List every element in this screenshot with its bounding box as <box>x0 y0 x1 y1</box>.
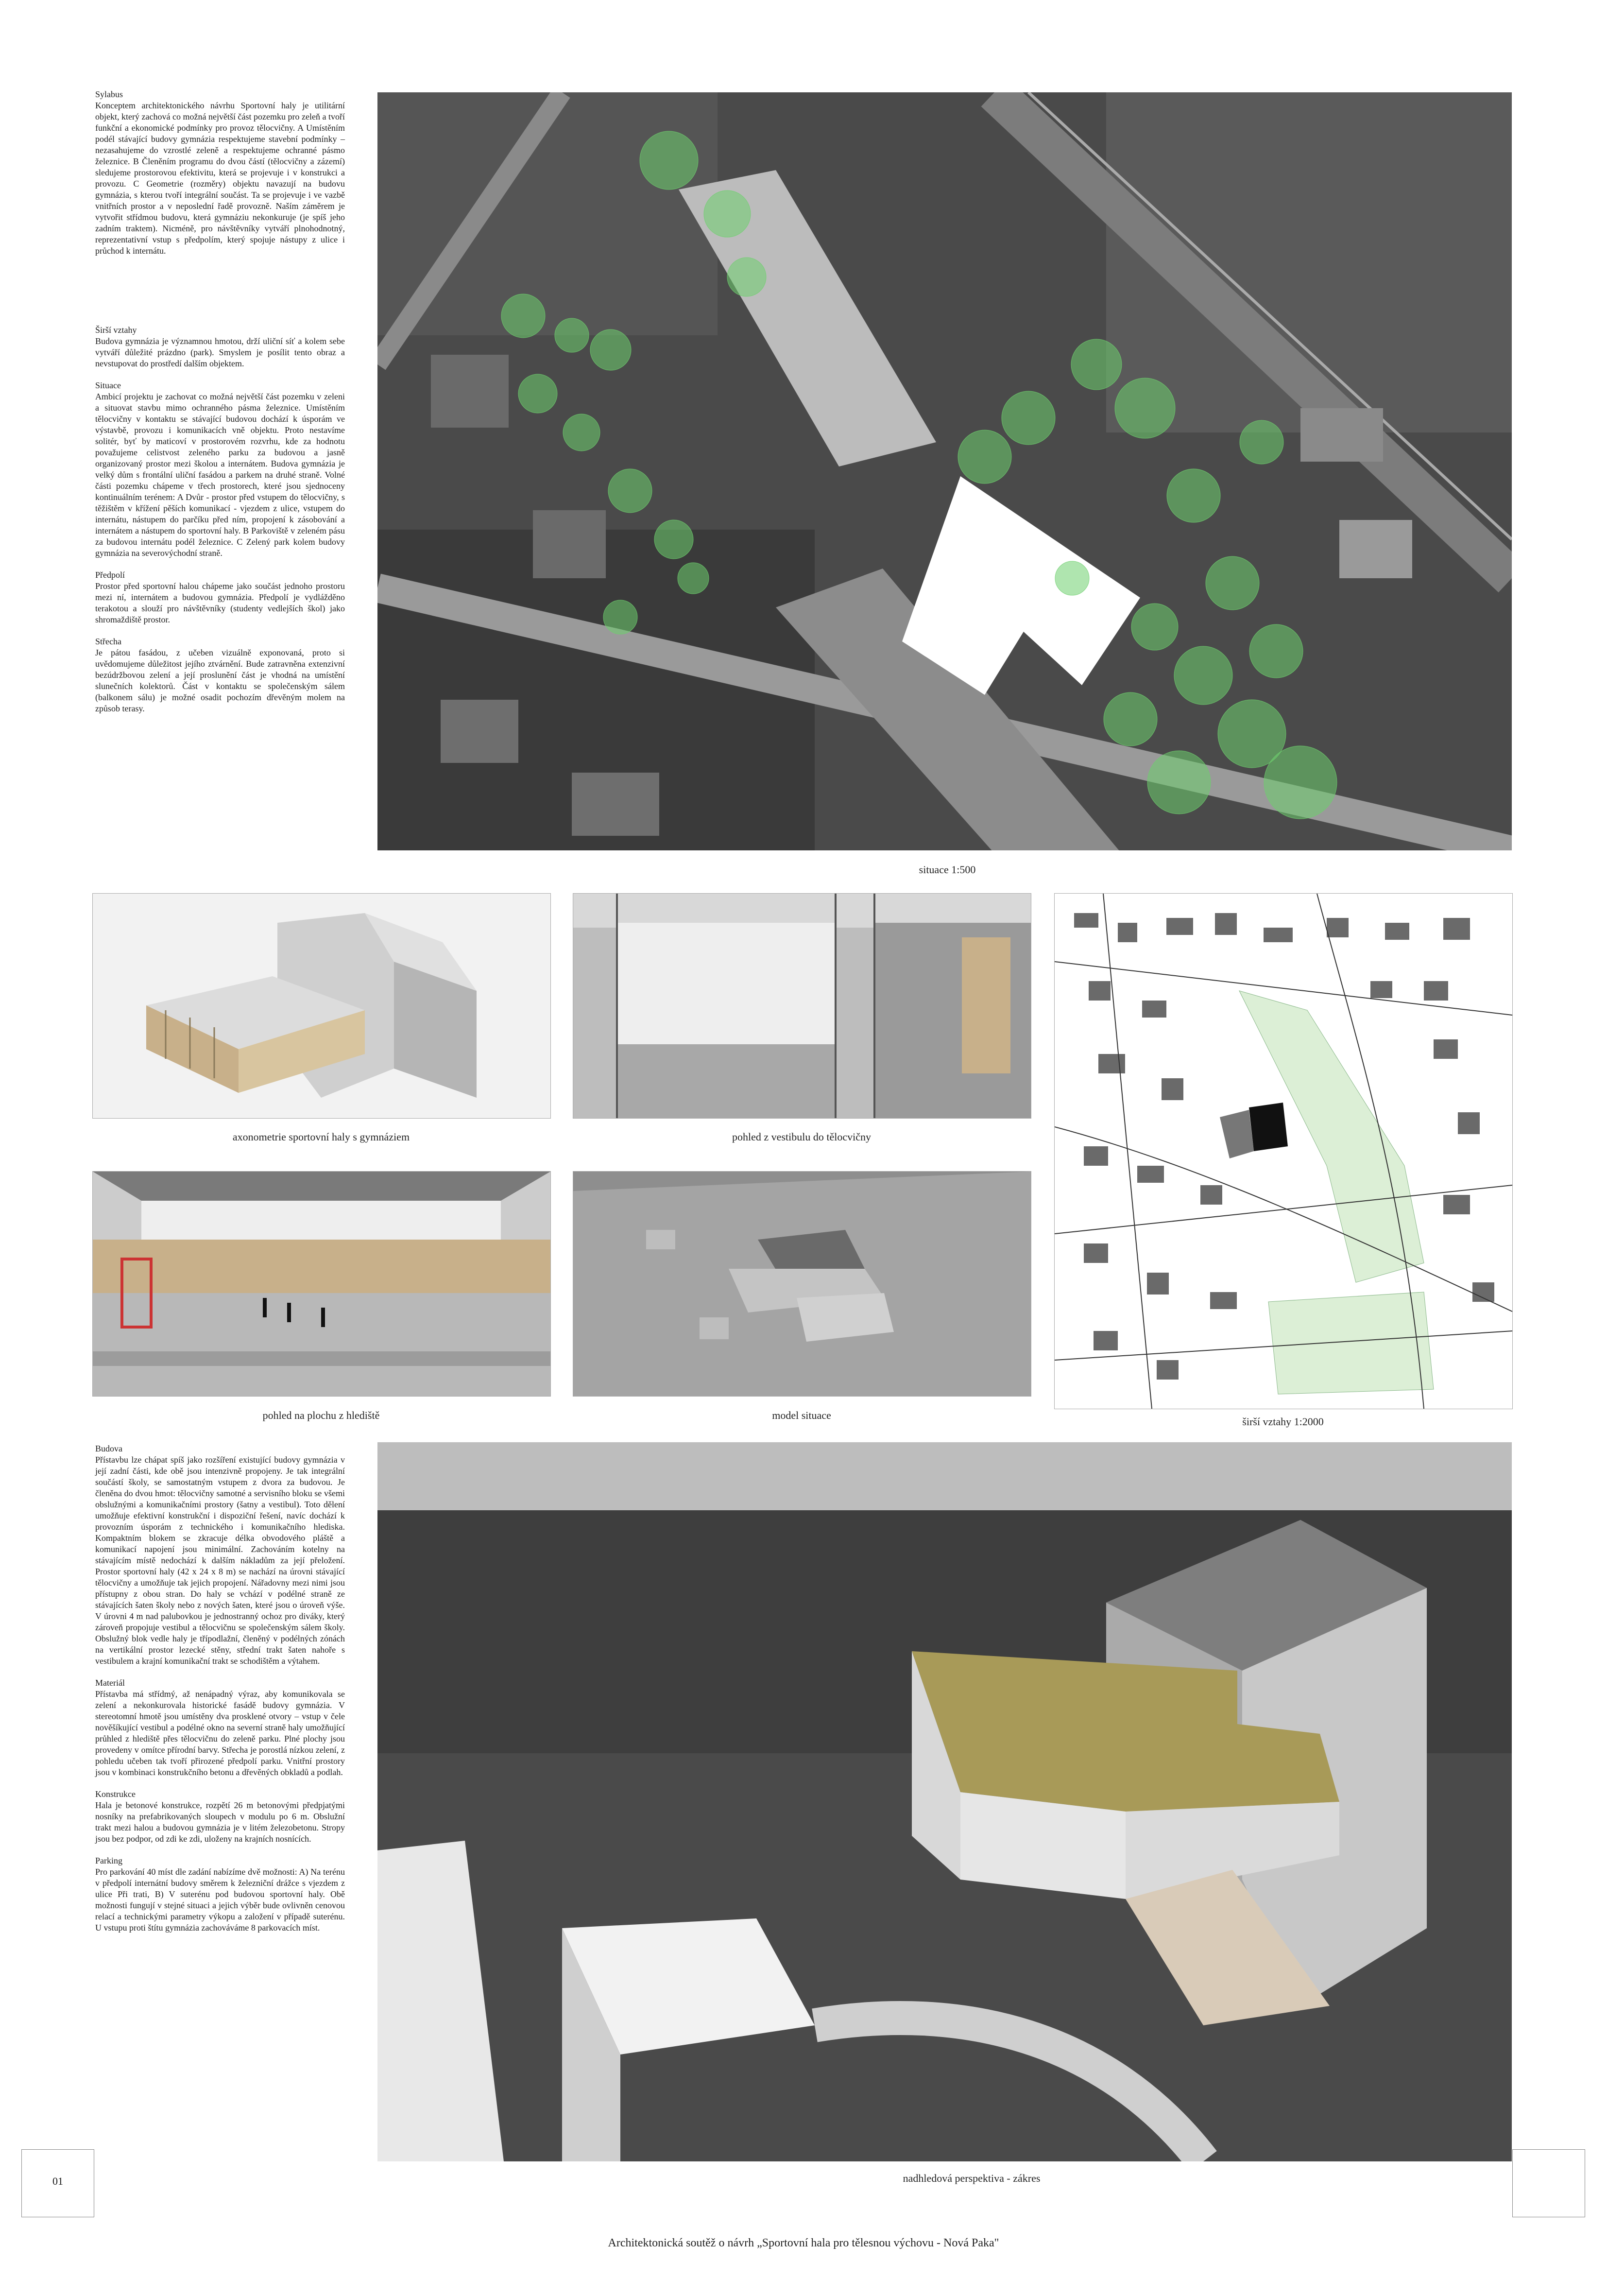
heading-sirsi-vztahy: Širší vztahy <box>95 325 137 335</box>
caption-model: model situace <box>772 1409 831 1421</box>
heading-predpoli: Předpolí <box>95 570 125 580</box>
situation-plan-image <box>377 92 1512 850</box>
heading-parking: Parking <box>95 1856 122 1865</box>
caption-axonometry: axonometrie sportovní haly s gymnáziem <box>232 1131 410 1143</box>
aerial-perspective-image <box>377 1442 1512 2161</box>
paragraph-budova: Přístavbu lze chápat spíš jako rozšíření existující budovy gymnázia v její zadní části, kde obě jsou intenzivně propojeny. Je tak integrální součástí školy, se samostatným vstupem z dvora za budovou. Je členěna do dvou hmot: tělocvičny samotné a servisního bloku se všemi obslužnými a komunikačními prostory (šatny a vestibul). Toto dělení umožňuje efektivní konstrukční i dispoziční řešení, navíc dochází k provozním úsporám z technického i komunikačního hlediska. Kompaktním blokem se zkracuje délka obvodového pláště a komunikací napojení jsou minimální. Zachováním kotelny na stávajícím místě nedochází k dalším nákladům za její přeložení. Prostor sportovní haly (42 x 24 x 8 m) se nachází na úrovni stávající tělocvičny a umožňuje tak jejich propojení. Nářadovny mezi nimi jsou přístupny z obou stran. Do haly se vchází v podélné straně ze stávajících šaten školy nebo z nových šaten, které jsou o úroveň výše. V úrovni 4 m nad palubovkou je jednostranný ochoz pro diváky, který zároveň propojuje vestibul a tělocvičnu se společenským sálem školy. Obslužný blok vedle haly je třípodlažní, členěný v podélných zónách na vertikální prostor lezecké stěny, střední trakt šaten nahoře s vestibulem a krajní komunikační trakt se schodištěm a výtahem. <box>95 1455 345 1666</box>
paragraph-sylabus: Konceptem architektonického návrhu Sportovní haly je utilitární objekt, který zachová co možná největší část pozemku pro zeleň a tvoří funkční a ekonomické podmínky pro provoz tělocvičny. A Umístěním podél stávající budovy gymnázia respektujeme stavební podmínky – nezasahujeme do vzrostlé zeleně a respektujeme ochranné pásmo železnice. B Členěním programu do dvou částí (tělocvičny a zázemí) sledujeme prostorovou efektivitu, která se projevuje i v konstrukci a provozu. C Geometrie (rozměry) objektu navazují na budovu gymnázia, s kterou tvoří integrální součást. Ta se projevuje i ve vazbě vnitřních prostor a v neposlední řadě provozně. Naším záměrem je vytvořit střídmou budovu, která gymnáziu nekonkuruje (je spíš jeho zadním traktem). Nicméně, pro návštěvníky vytváří plnohodnotný, reprezentativní vstup s předpolím, který spojuje nástupy z ulice i průchod k internátu. <box>95 101 345 256</box>
hall-view-image <box>92 1171 551 1397</box>
heading-material: Materiál <box>95 1678 125 1688</box>
heading-strecha: Střecha <box>95 637 121 646</box>
corner-box <box>1512 2149 1585 2217</box>
paragraph-strecha: Je pátou fasádou, z učeben vizuálně exponovaná, proto si uvědomujeme důležitost jejího ztvárnění. Bude zatravněna extenzivní bezúdržbovou zelení a její proslunění část je vhodná na umístění slunečních kolektorů. Část v kontaktu se společenským sálem (balkonem sálu) je možné osadit pochozím dřevěným molem na způsob terasy. <box>95 648 345 713</box>
caption-situation: situace 1:500 <box>919 863 976 876</box>
paragraph-konstrukce: Hala je betonové konstrukce, rozpětí 26 m betonovými předpjatými nosníky na prefabrikovaných sloupech v modulu po 6 m. Obslužní trakt mezi halou a budovou gymnázia je v litém železobetonu. Stropy jsou bez podpor, od zdi ke zdi, uloženy na krajních nosnících. <box>95 1800 345 1844</box>
axonometry-image <box>92 893 551 1119</box>
vestibule-view-image <box>573 893 1031 1119</box>
caption-hall: pohled na plochu z hlediště <box>262 1409 380 1421</box>
heading-sylabus: Sylabus <box>95 89 123 99</box>
site-model-image <box>573 1171 1031 1397</box>
page-number: 01 <box>52 2175 63 2187</box>
page-number-box <box>21 2149 94 2217</box>
caption-aerial: nadhledová perspektiva - zákres <box>903 2172 1041 2184</box>
paragraph-sirsi-vztahy: Budova gymnázia je významnou hmotou, drží uliční síť a kolem sebe vytváří důležité prázdno (park). Smyslem je posílit tento obraz a nevstupovat do prostředí dalším objektem. <box>95 336 345 368</box>
wider-relations-map <box>1054 893 1513 1409</box>
paragraph-material: Přístavba má střídmý, až nenápadný výraz, aby komunikovala se zelení a nekonkurovala historické fasádě budovy gymnázia. V stereotomní hmotě jsou umístěny dva prosklené otvory – vstup v čele nověšíkující vestibul a podélné okno na severní straně haly umožňující průhled z hlediště přes tělocvičnu do zeleně parku. Plné plochy jsou provedeny v omítce přírodní barvy. Střecha je porostlá nízkou zelení, z pohledu učeben tak tvoří přirozené předpolí parku. Vnitřní prostory jsou v kombinaci konstrukčního betonu a dřevěných obkladů a podlah. <box>95 1689 345 1777</box>
heading-situace: Situace <box>95 380 121 390</box>
caption-wider-relations: širší vztahy 1:2000 <box>1242 1416 1324 1428</box>
heading-budova: Budova <box>95 1444 122 1453</box>
footer-title: Architektonická soutěž o návrh „Sportovní hala pro tělesnou výchovu - Nová Paka" <box>608 2237 999 2249</box>
caption-vestibule: pohled z vestibulu do tělocvičny <box>732 1131 871 1143</box>
heading-konstrukce: Konstrukce <box>95 1789 136 1799</box>
text-column-top <box>95 89 345 714</box>
paragraph-situace: Ambicí projektu je zachovat co možná největší část pozemku v zeleni a situovat stavbu mimo ochranného pásma železnice. Umístěním tělocvičny v kontaktu se stávající budovou dochází k úsporám ve výstavbě, provozu i komunikacích vně objektu. Proto nestavíme solitér, byť by maticoví v prostorovém rozvrhu, kde za hodnotu považujeme celistvost zeleného parku za budovou a jasně organizovaný prostor mezi školou a internátem. Budova gymnázia je velký dům s frontální uliční fasádou a parkem na druhé straně. Volné části pozemku chápeme v třech prostorech, které jsou sjednoceny kontinuálním terénem: A Dvůr - prostor před vstupem do tělocvičny, s těžištěm v křížení pěších komunikací - vjezdem z ulice, vstupem do internátu, nástupem do parčíku před ním, propojení k zásobování a internátem a nástupem do sportovní haly. B Parkoviště v zeleném pásu za budovou internátu podél železnice. C Zelený park kolem budovy gymnázia na severovýchodní straně. <box>95 392 345 558</box>
paragraph-parking: Pro parkování 40 míst dle zadání nabízíme dvě možnosti: A) Na terénu v předpolí internátní budovy směrem k železniční drážce s vjezdem z ulice Při trati, B) V suterénu pod budovou sportovní haly. Obě možnosti fungují v stejné situaci a jejich výběr bude ovlivněn cenovou relací a technickými parametry výkopu a založení v případě suterénu. U vstupu proti štítu gymnázia zachováváme 8 parkovacích míst. <box>95 1867 345 1933</box>
paragraph-predpoli: Prostor před sportovní halou chápeme jako součást jednoho prostoru mezi ní, internátem a budovou gymnázia. Předpolí je vydlážděno terakotou a slouží pro návštěvníky (studenty vedlejších škol) jako shromaždiště prostor. <box>95 581 345 624</box>
text-column-bottom <box>95 1443 345 1933</box>
